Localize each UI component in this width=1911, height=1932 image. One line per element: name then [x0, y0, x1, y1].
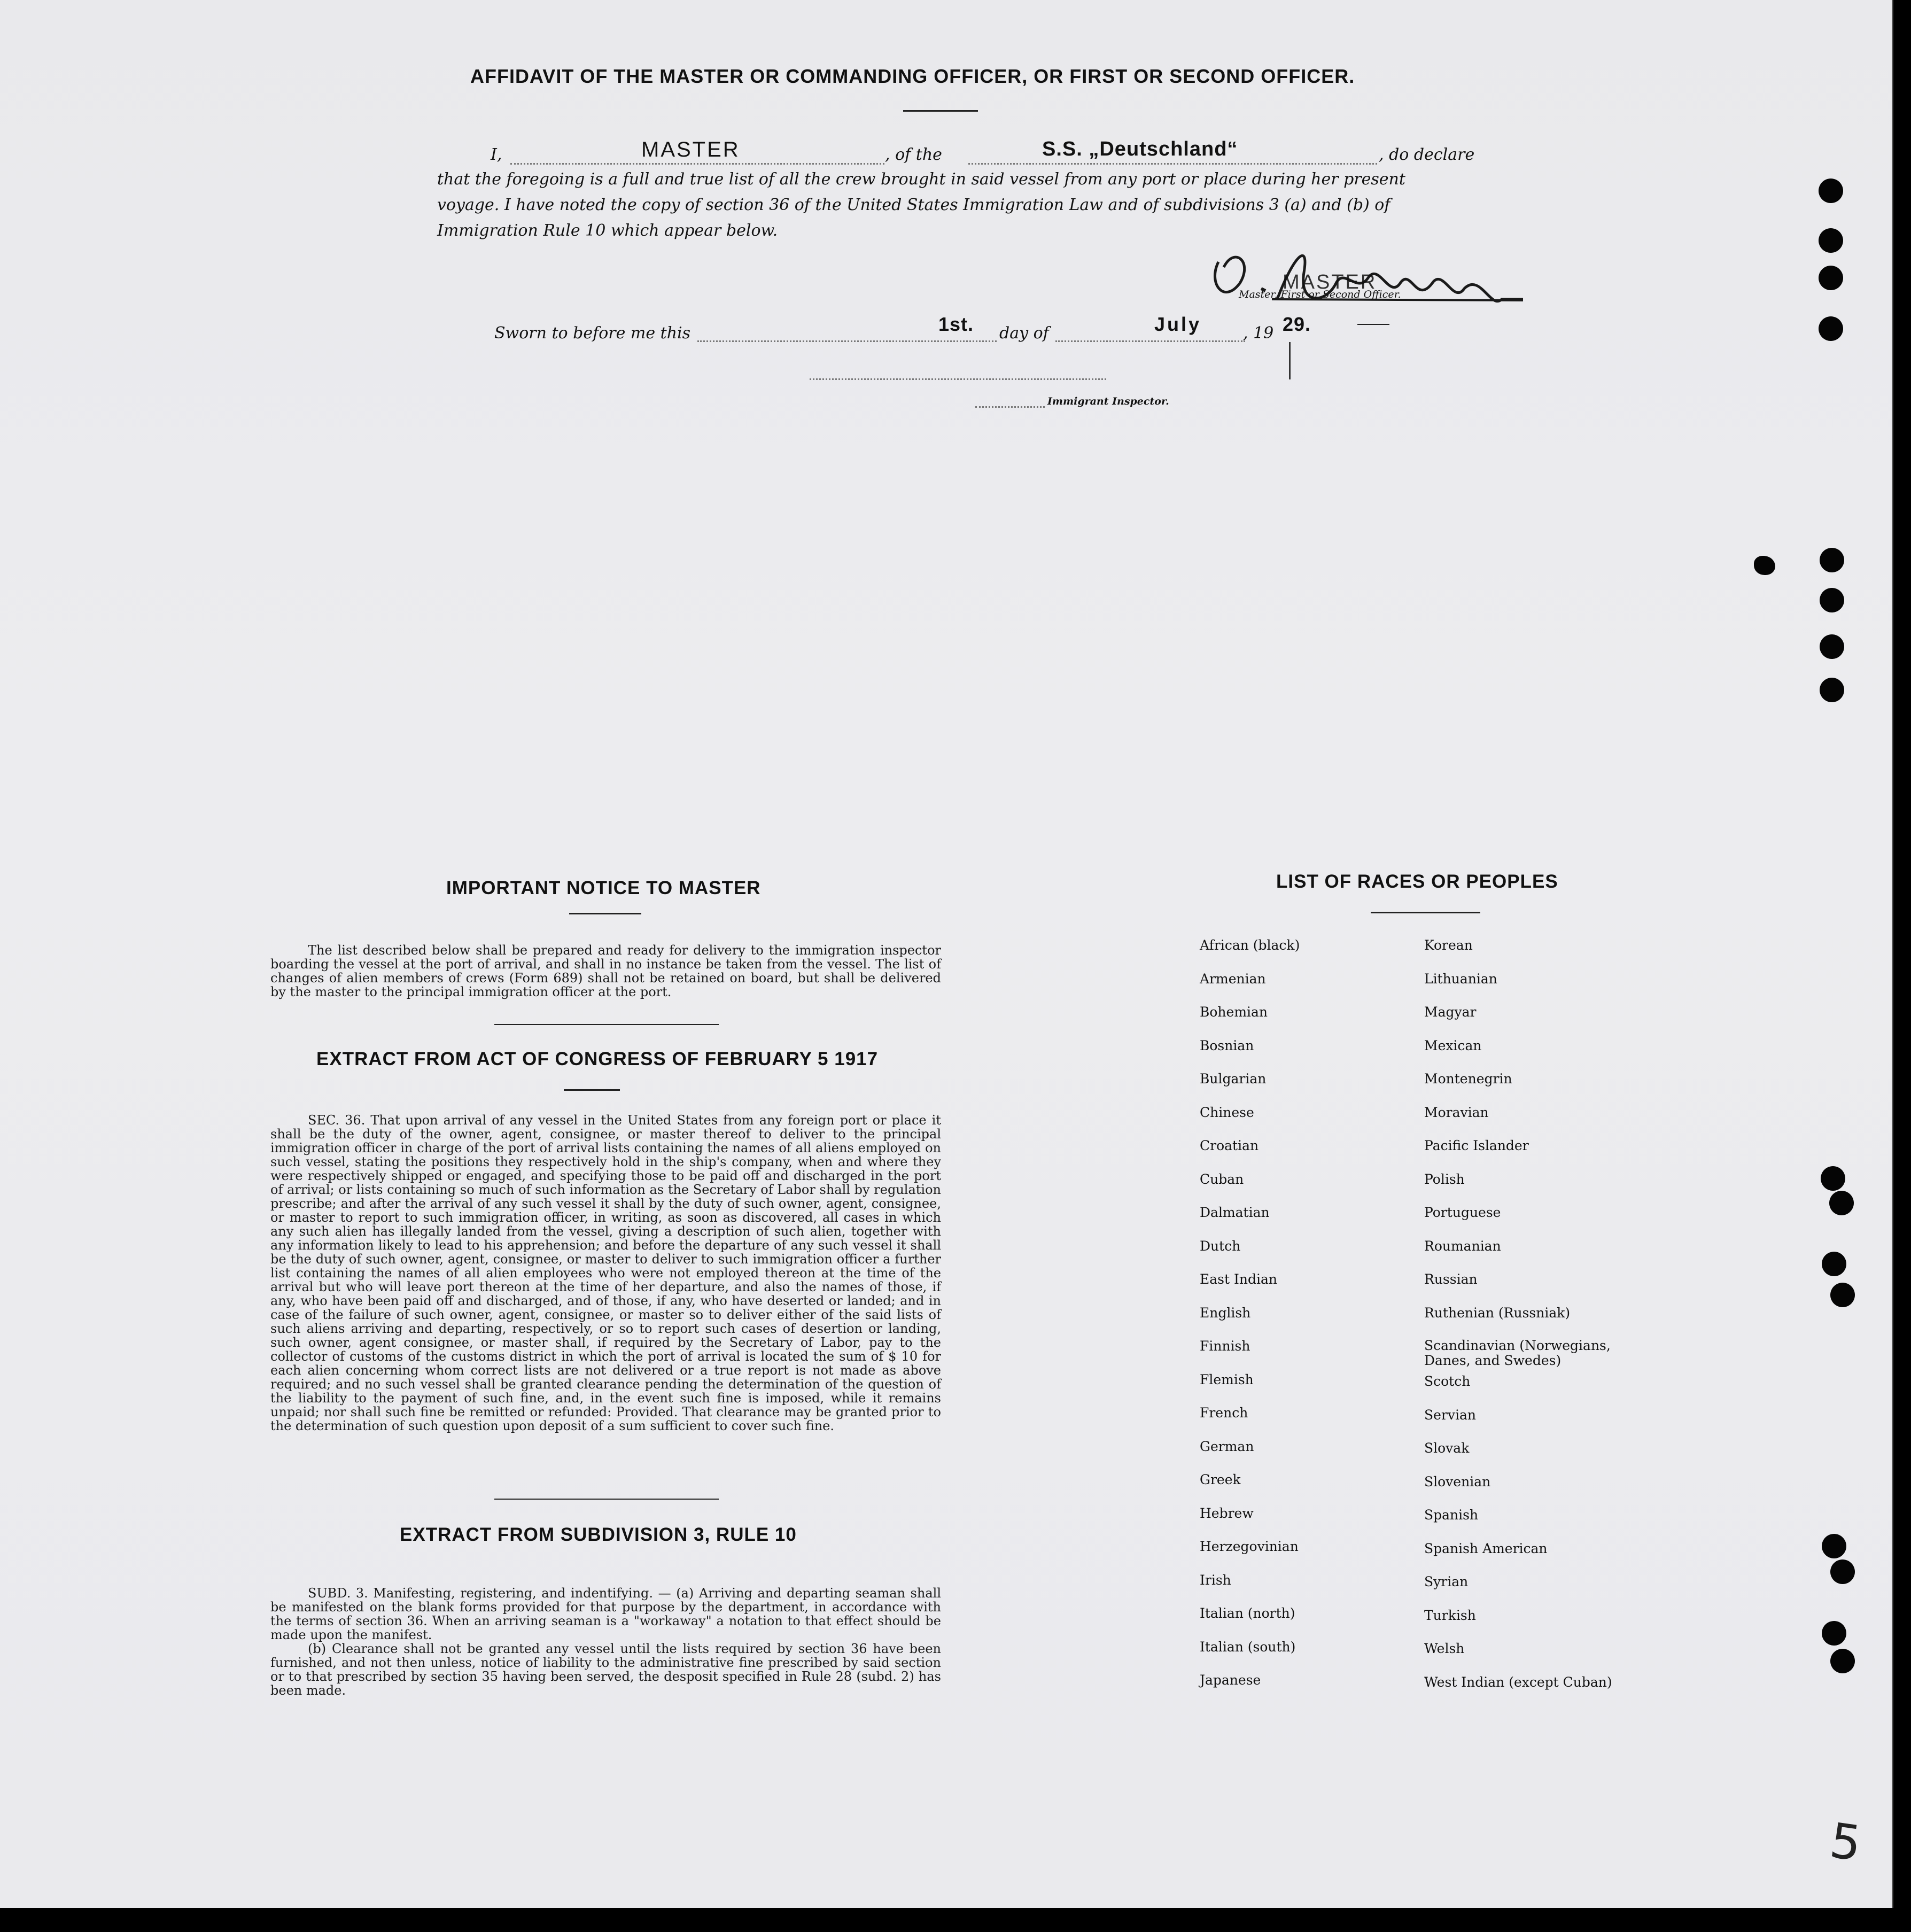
affidavit-declare: , do declare [1379, 145, 1475, 164]
day-value: 1st. [938, 313, 974, 335]
race-item: Roumanian [1424, 1238, 1501, 1254]
punch-hole [1820, 634, 1844, 659]
rule-title: EXTRACT FROM SUBDIVISION 3, RULE 10 [400, 1524, 797, 1545]
race-item: Mexican [1424, 1037, 1482, 1053]
affidavit-title: AFFIDAVIT OF THE MASTER OR COMMANDING OFFICER, OR FIRST OR SECOND OFFICER. [470, 65, 1355, 87]
punch-hole [1830, 1649, 1855, 1673]
race-item: Armenian [1200, 971, 1266, 987]
affidavit-line-2: that the foregoing is a full and true list of all the crew brought in said vessel from any port or place during her present [437, 170, 1405, 189]
day-of-text: day of [999, 324, 1049, 343]
race-item: Croatian [1200, 1138, 1259, 1153]
race-item: Spanish American [1424, 1540, 1548, 1556]
race-item: Ruthenian (Russniak) [1424, 1305, 1571, 1321]
race-item: Finnish [1200, 1338, 1250, 1354]
act-title-rule [564, 1089, 620, 1091]
race-item: Spanish [1424, 1507, 1479, 1523]
race-item: Lithuanian [1424, 971, 1497, 987]
race-item: Slovak [1424, 1440, 1470, 1456]
punch-hole [1822, 1252, 1846, 1276]
race-item: Flemish [1200, 1371, 1254, 1387]
affidavit-line-4: Immigration Rule 10 which appear below. [437, 221, 778, 240]
inspector-caption: Immigrant Inspector. [1047, 395, 1169, 407]
punch-hole [1819, 179, 1843, 203]
race-item: Dalmatian [1200, 1205, 1270, 1220]
race-item: Bohemian [1200, 1004, 1268, 1020]
race-item: Italian (south) [1200, 1639, 1296, 1655]
race-item: Turkish [1424, 1607, 1476, 1623]
race-item: Dutch [1200, 1238, 1241, 1254]
punch-hole [1820, 548, 1844, 572]
bleed-through-header [321, 68, 331, 98]
punch-hole [1822, 1621, 1846, 1646]
inspector-blank-line-1 [810, 378, 1106, 380]
rule-subd-a: SUBD. 3. Manifesting, registering, and indentifying. — (a) Arriving and departing seaman shall be manifested on the blank forms provided for that purpose by the department, in accordance with the terms of section 36. When an arriving seaman is a "workaway" a notation to that effect should be made upon the manifest. [270, 1586, 941, 1642]
act-separator [494, 1499, 719, 1500]
race-item: Italian (north) [1200, 1605, 1295, 1621]
sworn-text: Sworn to before me this [494, 324, 691, 343]
master-value: MASTER [641, 138, 740, 161]
race-item: Welsh [1424, 1641, 1465, 1656]
punch-hole [1830, 1559, 1855, 1584]
race-item: Scandinavian (Norwegians, Danes, and Swedes) [1424, 1338, 1611, 1368]
affidavit-pronoun: I, [491, 145, 502, 164]
year-value: 29. [1283, 313, 1311, 335]
punch-hole [1820, 678, 1844, 702]
race-item: West Indian (except Cuban) [1424, 1674, 1612, 1690]
act-text: SEC. 36. That upon arrival of any vessel in the United States from any foreign port or place it shall be the duty of the owner, agent, consignee, or master thereof to deliver to the principal immigration officer in charge of the port of arrival lists containing the names of all aliens employed on such vessel, stating the positions they respectively hold in the ship's company, when and where they were respectively shipped or engaged, and specifying those to be paid off and discharged in the port of arrival; or lists containing so much of such information as the Secretary of Labor shall by regulation prescribe; and after the arrival of any such vessel it shall by the duty of such owner, agent, consignee, or master to report to such immigration officer, in writing, as soon as discovered, all cases in which any such alien has illegally landed from the vessel, giving a description of such alien, together with any information likely to lead to his apprehension; and before the departure of any such vessel it shall be the duty of such owner, agent, consignee, or master to deliver to such immigration officer a further list containing the names of all alien employees who were not employed thereon at the time of the arrival but who will leave port thereon at the time of her departure, and also the names of those, if any, who have been paid off and discharged, and of those, if any, who have deserted or landed; and in case of the failure of such owner, agent, consignee, or master so to deliver either of the said lists of such aliens arriving and departing, respectively, or so to report such cases of desertion or landing, such owner, agent consignee, or master shall, if required by the Secretary of Labor, pay to the collector of customs of the customs district in which the port of arrival is located the sum of $ 10 for each alien concerning whom correct lists are not delivered or a true report is not made as above required; and no such vessel shall be granted clearance pending the determination of the question of the liability to the payment of such fine, and, in the event such fine is imposed, while it remains unpaid; nor shall such fine be remitted or refunded: Provided. That clearance may be granted prior to the determination of such question upon deposit of a sum sufficient to cover such fine. [270, 1113, 941, 1433]
race-item: Chinese [1200, 1104, 1254, 1120]
affidavit-title-rule [903, 110, 978, 112]
master-blank-line [510, 163, 884, 165]
signature-stamp: MASTER [1283, 271, 1377, 293]
month-blank-line [1055, 340, 1245, 342]
race-item: Moravian [1424, 1104, 1489, 1120]
race-item: English [1200, 1305, 1251, 1321]
year-dash [1357, 324, 1389, 325]
month-value: July [1154, 313, 1202, 335]
race-item: Greek [1200, 1472, 1241, 1487]
race-item: Irish [1200, 1572, 1231, 1588]
races-left-column [1200, 937, 1300, 1706]
punch-hole [1819, 228, 1843, 253]
signature-stroke-down [1289, 342, 1291, 379]
punch-hole [1830, 1283, 1855, 1307]
year-prefix: , 19 [1243, 324, 1274, 343]
race-item: Japanese [1200, 1672, 1261, 1688]
races-title-rule [1371, 912, 1480, 913]
race-item: German [1200, 1438, 1254, 1454]
page-mark: 5 [1826, 1812, 1867, 1873]
punch-hole [1820, 588, 1844, 612]
race-item: African (black) [1200, 937, 1300, 953]
race-item: French [1200, 1405, 1248, 1421]
race-item: Servian [1424, 1407, 1476, 1423]
punch-hole [1821, 1166, 1845, 1191]
race-item: Bulgarian [1200, 1071, 1267, 1087]
notice-separator [494, 1024, 719, 1025]
signature-caption: Master, First or Second Officer. [1239, 289, 1401, 300]
vessel-blank-line [968, 163, 1377, 165]
punch-hole [1829, 1191, 1854, 1215]
race-item: Bosnian [1200, 1037, 1254, 1053]
vessel-value: S.S. „Deutschland“ [1042, 138, 1238, 160]
master-signature [1202, 224, 1528, 315]
punch-hole [1819, 316, 1843, 341]
act-title: EXTRACT FROM ACT OF CONGRESS OF FEBRUARY 5 1917 [316, 1049, 879, 1069]
race-item: Pacific Islander [1424, 1138, 1529, 1153]
race-item: Syrian [1424, 1574, 1469, 1589]
race-item: Montenegrin [1424, 1071, 1512, 1087]
races-title: LIST OF RACES OR PEOPLES [1276, 871, 1558, 892]
race-item: East Indian [1200, 1271, 1277, 1287]
punch-hole [1819, 266, 1843, 290]
race-item: Russian [1424, 1271, 1478, 1287]
day-blank-line [697, 340, 997, 342]
affidavit-line-3: voyage. I have noted the copy of section 36 of the United States Immigration Law and of subdivisions 3 (a) and (b) of [437, 196, 1390, 214]
inspector-blank-line-2 [975, 406, 1045, 408]
rule-subd-b: (b) Clearance shall not be granted any vessel until the lists required by section 36 have been furnished, and not then unless, notice of liability to the administrative fine prescribed by said section or to that prescribed by section 35 having been served, the desposit specified in Rule 28 (subd. 2) has been made. [270, 1641, 941, 1698]
notice-title-rule [569, 913, 641, 914]
affidavit-of-the: , of the [885, 145, 942, 164]
race-item: Slovenian [1424, 1473, 1491, 1489]
race-item: Herzegovinian [1200, 1539, 1299, 1554]
race-item: Hebrew [1200, 1505, 1254, 1521]
race-item: Magyar [1424, 1004, 1477, 1020]
race-item: Cuban [1200, 1171, 1244, 1187]
notice-title: IMPORTANT NOTICE TO MASTER [446, 878, 761, 898]
races-right-column [1424, 937, 1617, 1708]
race-item: Polish [1424, 1171, 1465, 1187]
ink-blot [1754, 556, 1775, 575]
notice-text: The list described below shall be prepared and ready for delivery to the immigration inspector boarding the vessel at the port of arrival, and shall in no instance be taken from the vessel. The list of changes of alien members of crews (Form 689) shall not be retained on board, but shall be delivered by the master to the principal immigration officer at the port. [270, 943, 941, 999]
race-item: Portuguese [1424, 1205, 1501, 1220]
race-item: Korean [1424, 937, 1473, 953]
race-item: Scotch [1424, 1374, 1471, 1389]
punch-hole [1822, 1534, 1846, 1558]
